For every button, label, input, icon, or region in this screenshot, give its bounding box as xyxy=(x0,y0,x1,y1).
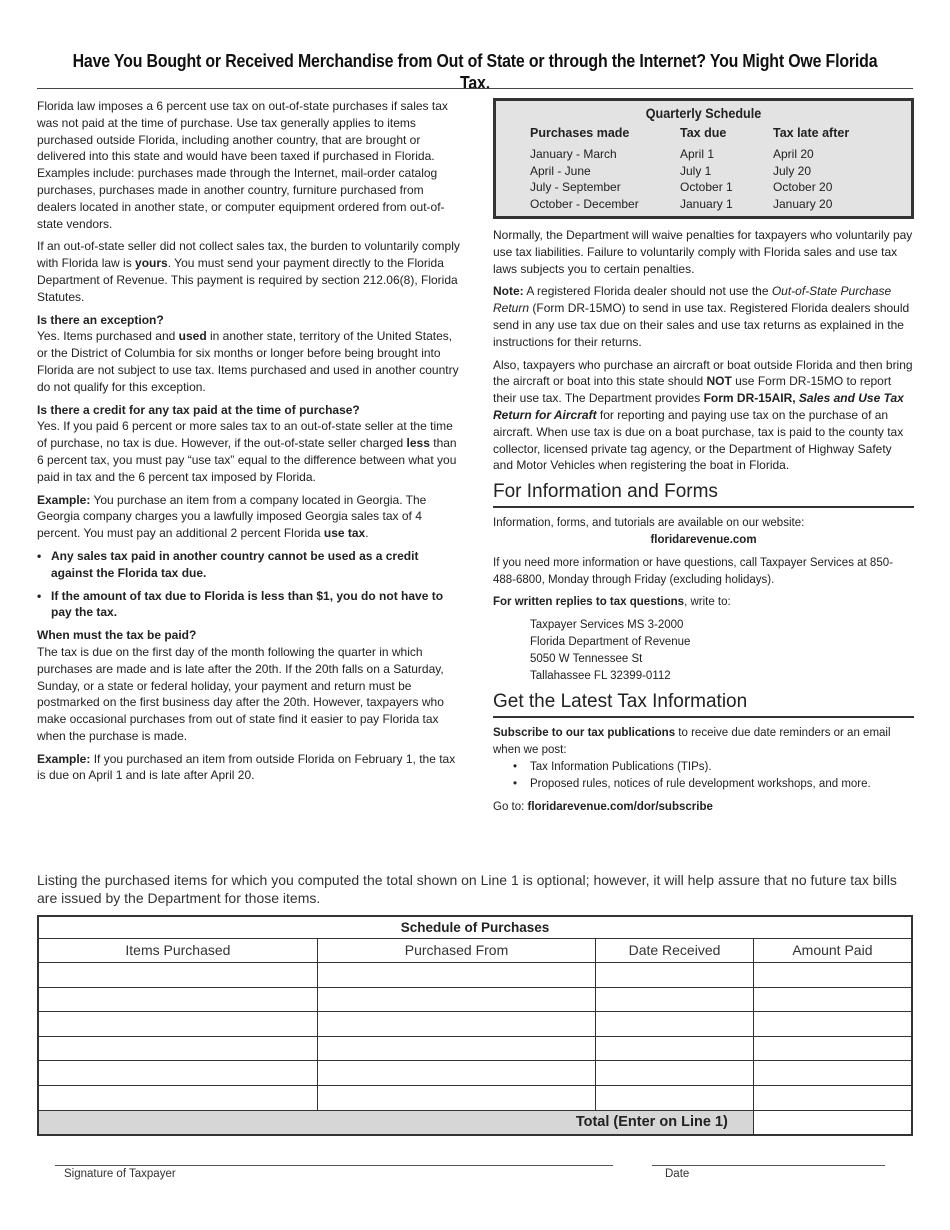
penalty-paragraph: Normally, the Department will waive penalties for taxpayers who voluntarily pay use tax liabilities. Failure to voluntarily comply with Florida sales and use tax laws subjects you to certain penalties. xyxy=(493,227,913,276)
col-header-from: Purchased From xyxy=(317,938,595,963)
phone-paragraph: If you need more information or have questions, call Taxpayer Services at 850-488-6800, Monday through Friday (excluding holidays). xyxy=(493,556,893,586)
date-label: Date xyxy=(665,1168,690,1180)
amount-field[interactable] xyxy=(753,1036,912,1061)
written-replies: For written replies to tax questions, write to: xyxy=(493,596,731,609)
total-label: Total (Enter on Line 1) xyxy=(38,1110,753,1135)
qs-row: July - September October 1 October 20 xyxy=(530,180,833,195)
left-column xyxy=(37,98,461,790)
amount-field[interactable] xyxy=(753,1061,912,1086)
schedule-of-purchases-table xyxy=(37,915,913,1136)
list-item: • Proposed rules, notices of rule development workshops, and more. xyxy=(493,776,914,793)
from-field[interactable] xyxy=(317,1012,595,1037)
total-amount-field[interactable] xyxy=(753,1110,912,1135)
date-field[interactable] xyxy=(596,1012,754,1037)
qs-header: Tax late after xyxy=(773,126,850,140)
item-field[interactable] xyxy=(38,1061,317,1086)
subscribe-link[interactable]: floridarevenue.com/dor/subscribe xyxy=(527,800,713,813)
date-field[interactable] xyxy=(596,1036,754,1061)
col-header-date: Date Received xyxy=(596,938,754,963)
when-heading: When must the tax be paid? xyxy=(37,628,197,643)
burden-paragraph: If an out-of-state seller did not collect sales tax, the burden to voluntarily comply with Florida law is yours. You must send your payment directly to the Florida Department of Revenue. This payment is required by section 212.06(8), Florida Statutes. xyxy=(37,239,460,304)
when-paragraph: The tax is due on the first day of the month following the quarter in which purchases are made and is late after the 20th. If the 20th falls on a Saturday, Sunday, or a state or federal holiday, your payment and return must be postmarked on the first business day after the 20th. However, taxpayers who make occasional purchases from out of state find it easier to pay Florida tax when the purchase is made. xyxy=(37,644,444,743)
bullet-foreign-tax: • Any sales tax paid in another country cannot be used as a credit against the Florida tax due. xyxy=(37,548,461,582)
signature-line[interactable] xyxy=(55,1165,613,1166)
table-row xyxy=(38,1012,912,1037)
total-row xyxy=(38,1110,912,1135)
table-row xyxy=(38,987,912,1012)
qs-row: April - June July 1 July 20 xyxy=(530,163,812,178)
table-row xyxy=(38,1036,912,1061)
info-website-text: Information, forms, and tutorials are available on our website: xyxy=(493,517,805,530)
amount-field[interactable] xyxy=(753,987,912,1012)
amount-field[interactable] xyxy=(753,1012,912,1037)
date-line[interactable] xyxy=(652,1165,885,1166)
from-field[interactable] xyxy=(317,987,595,1012)
date-field[interactable] xyxy=(596,987,754,1012)
exception-heading: Is there an exception? xyxy=(37,312,164,327)
quarterly-schedule-table xyxy=(530,123,893,213)
from-field[interactable] xyxy=(317,1061,595,1086)
schedule-title: Schedule of Purchases xyxy=(38,916,912,938)
item-field[interactable] xyxy=(38,1012,317,1037)
table-row xyxy=(38,1061,912,1086)
aircraft-paragraph: Also, taxpayers who purchase an aircraft or boat outside Florida and then bring the aircraft or boat into this state should NOT use Form DR-15MO to report their use tax. The Department provides Form DR-15AIR, Sales and Use Tax Return for Aircraft for reporting and paying use tax on the purchase of an aircraft. When use tax is due on a boat purchase, tax is paid to the county tax collector, licensed private tag agency, or the Department of Highway Safety and Motor Vehicles when registering the boat in Florida. xyxy=(493,357,913,473)
list-item: • Tax Information Publications (TIPs). xyxy=(493,759,914,776)
february-example: Example: If you purchased an item from outside Florida on February 1, the tax is due on April 1 and is late after April 20. xyxy=(37,751,456,783)
amount-field[interactable] xyxy=(753,963,912,988)
intro-paragraph: Florida law imposes a 6 percent use tax on out-of-state purchases if sales tax was not paid at the time of purchase. Use tax generally applies to items purchased outside Florida, including another country, that are brought or delivered into this state and would have been taxed if purchased in Florida. Examples include: purchases made through the Internet, mail-order catalog purchases, purchases made in another country, furniture purchased from dealers located in another state, or computer equipment ordered from out-of-state vendors. xyxy=(37,99,448,231)
website-link[interactable]: floridarevenue.com xyxy=(650,533,757,546)
quarterly-schedule-box xyxy=(493,98,914,219)
credit-paragraph: Yes. If you paid 6 percent or more sales tax to an out-of-state seller at the time of purchase, no tax is due. However, if the out-of-state seller charged less than 6 percent tax, you must pay “use tax” equal to the difference between what you paid in tax and the 6 percent tax imposed by Florida. xyxy=(37,419,457,484)
qs-row: October - December January 1 January 20 xyxy=(530,197,833,212)
qs-header: Purchases made xyxy=(530,126,630,140)
signature-label: Signature of Taxpayer xyxy=(64,1168,176,1180)
bullet-under-one-dollar: • If the amount of tax due to Florida is less than $1, you do not have to pay the tax. xyxy=(37,588,461,622)
col-header-items: Items Purchased xyxy=(38,938,317,963)
item-field[interactable] xyxy=(38,1086,317,1111)
georgia-example: Example: You purchase an item from a company located in Georgia. The Georgia company charges you a lawfully imposed Georgia sales tax of 4 percent. You must pay an additional 2 percent Florida use tax. xyxy=(37,492,427,541)
item-field[interactable] xyxy=(38,963,317,988)
date-field[interactable] xyxy=(596,1061,754,1086)
date-field[interactable] xyxy=(596,1086,754,1111)
qs-header: Tax due xyxy=(680,126,727,140)
from-field[interactable] xyxy=(317,963,595,988)
mailing-address: Taxpayer Services MS 3-2000 Florida Department of Revenue 5050 W Tennessee St Tallahassee FL 32399-0112 xyxy=(530,619,691,682)
subscribe-goto: Go to: floridarevenue.com/dor/subscribe xyxy=(493,800,713,813)
credit-heading: Is there a credit for any tax paid at the time of purchase? xyxy=(37,402,360,417)
title-divider xyxy=(37,88,913,89)
table-row xyxy=(38,1086,912,1111)
amount-field[interactable] xyxy=(753,1086,912,1111)
from-field[interactable] xyxy=(317,1036,595,1061)
subscribe-text: Subscribe to our tax publications to receive due date reminders or an email when we post: xyxy=(493,727,891,757)
latest-info-heading: Get the Latest Tax Information xyxy=(493,690,914,718)
from-field[interactable] xyxy=(317,1086,595,1111)
item-field[interactable] xyxy=(38,987,317,1012)
qs-row: January - March April 1 April 20 xyxy=(530,146,814,161)
note-paragraph: Note: A registered Florida dealer should not use the Out-of-State Purchase Return (Form DR-15MO) to send in use tax. Registered Florida dealers should send in any use tax due on their sales and use tax returns as explained in the instructions for their returns. xyxy=(493,284,910,349)
right-column xyxy=(493,98,914,815)
date-field[interactable] xyxy=(596,963,754,988)
info-forms-heading: For Information and Forms xyxy=(493,480,914,508)
table-row xyxy=(38,963,912,988)
item-field[interactable] xyxy=(38,1036,317,1061)
quarterly-schedule-title: Quarterly Schedule xyxy=(645,105,762,121)
col-header-amount: Amount Paid xyxy=(753,938,912,963)
exception-paragraph: Yes. Items purchased and used in another state, territory of the United States, or the District of Columbia for six months or longer before being brought into Florida are not subject to use tax. Items purchased and used in another country do not qualify for this exception. xyxy=(37,329,459,394)
page-title: Have You Bought or Received Merchandise from Out of State or through the Internet? You Might Owe Florida Tax. xyxy=(72,50,878,93)
listing-instructions: Listing the purchased items for which you computed the total shown on Line 1 is optional; however, it will help assure that no future tax bills are issued by the Department for those items. xyxy=(37,872,897,906)
